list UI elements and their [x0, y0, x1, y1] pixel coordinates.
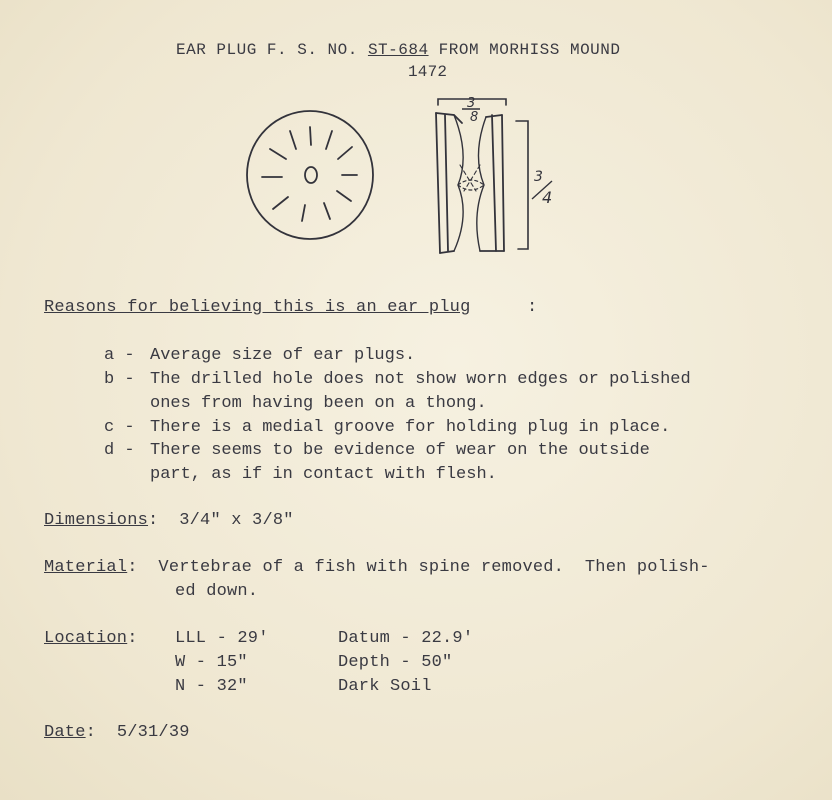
reason-text: The drilled hole does not show worn edges or polished: [150, 370, 691, 389]
location-label: Location: [44, 629, 128, 648]
reason-item-b: [104, 368, 691, 415]
reasons-heading: Reasons for believing this is an ear plug: [44, 298, 471, 317]
location-soil: Dark Soil: [338, 677, 432, 696]
dimensions-row: [44, 511, 294, 531]
reasons-colon: :: [527, 298, 538, 317]
title-suffix: FROM MORHISS MOUND: [428, 41, 621, 59]
date-value: : 5/31/39: [85, 723, 190, 742]
location-n: N - 32": [175, 677, 248, 696]
reason-text-continued: part, as if in contact with flesh.: [150, 464, 497, 484]
height-label-numerator: 3: [534, 169, 543, 185]
reason-text-continued: ones from having been on a thong.: [150, 393, 487, 413]
width-label-numerator: 3: [467, 96, 476, 111]
dimensions-label: Dimensions: [44, 511, 149, 530]
ear-plug-drawings: [240, 95, 560, 265]
reason-item-a: [104, 344, 415, 368]
reason-letter: a -: [104, 346, 135, 365]
reason-item-c: [104, 416, 670, 440]
location-depth: Depth - 50": [338, 653, 453, 672]
location-lll: LLL - 29': [175, 629, 269, 648]
width-label-denominator: 8: [470, 110, 479, 125]
title-prefix: EAR PLUG F. S. NO.: [176, 41, 368, 59]
reason-text: There is a medial groove for holding plug in place.: [150, 418, 671, 437]
location-colon: :: [127, 629, 138, 648]
reason-letter: c -: [104, 418, 135, 437]
catalog-number: 1472: [408, 63, 448, 81]
document-title: [176, 40, 620, 60]
material-label: Material: [44, 558, 128, 577]
reason-text: Average size of ear plugs.: [150, 346, 416, 365]
location-w: W - 15": [175, 653, 248, 672]
date-label: Date: [44, 723, 86, 742]
date-row: [44, 723, 190, 743]
reason-text: There seems to be evidence of wear on the outside: [150, 441, 650, 460]
ear-plug-side-view: [436, 99, 528, 253]
location-label-row: [44, 629, 138, 649]
reason-item-d: [104, 439, 650, 486]
reason-letter: b -: [104, 370, 135, 389]
location-datum: Datum - 22.9': [338, 629, 474, 648]
material-value-continued: ed down.: [175, 582, 259, 601]
material-value: : Vertebrae of a fish with spine removed. Then polish-: [127, 558, 710, 577]
ear-plug-face-view: [247, 111, 373, 239]
reason-letter: d -: [104, 441, 135, 460]
site-number: ST-684: [367, 41, 429, 59]
material-row: [44, 558, 710, 578]
dimensions-value: : 3/4" x 3/8": [148, 511, 294, 530]
height-label-denominator: 4: [542, 188, 553, 207]
